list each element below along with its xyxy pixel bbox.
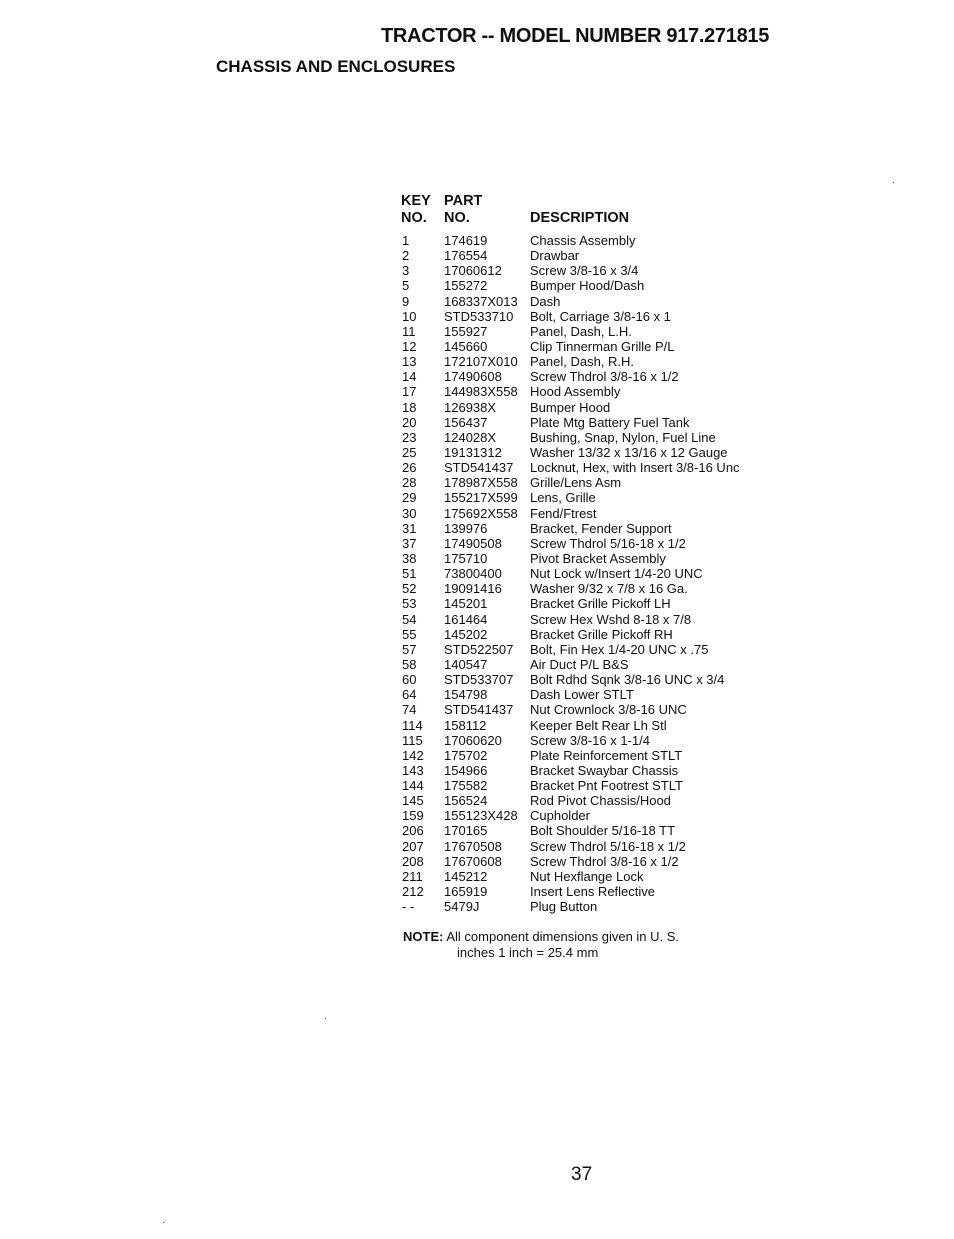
header-part-top: PART: [444, 193, 483, 209]
key-no: 144: [402, 778, 424, 794]
key-no: 37: [402, 535, 417, 551]
key-no: 20: [402, 414, 417, 430]
part-no: 17670608: [444, 853, 502, 869]
part-no: 126938X: [444, 399, 497, 415]
description: Bracket Swaybar Chassis: [530, 762, 679, 778]
part-no: 144983X558: [444, 384, 518, 400]
key-no: 28: [402, 475, 417, 491]
description: Washer 13/32 x 13/16 x 12 Gauge: [530, 444, 728, 460]
part-no: 155123X428: [444, 808, 518, 824]
table-row: [401, 733, 781, 748]
key-no: 9: [402, 293, 410, 309]
table-row: [401, 490, 781, 505]
description: Plug Button: [530, 899, 598, 915]
part-no: 19091416: [444, 581, 502, 597]
table-row: [401, 718, 781, 733]
key-no: 211: [402, 868, 423, 884]
table-row: [401, 793, 781, 808]
table-row: [401, 278, 781, 293]
table-row: [401, 808, 781, 823]
table-row: [401, 384, 781, 399]
description: Screw Thdrol 3/8-16 x 1/2: [530, 369, 679, 385]
key-no: 3: [402, 263, 410, 279]
description: Keeper Belt Rear Lh Stl: [530, 717, 667, 733]
table-row: [401, 657, 781, 672]
table-row: [401, 309, 781, 324]
description: Bushing, Snap, Nylon, Fuel Line: [530, 429, 716, 445]
table-header: [401, 193, 781, 233]
key-no: 1: [402, 233, 410, 248]
part-no: 5479J: [444, 899, 480, 915]
table-row: [401, 839, 781, 854]
part-no: 168337X013: [444, 293, 518, 309]
description: Grille/Lens Asm: [530, 475, 622, 491]
note-line2: inches 1 inch = 25.4 mm: [457, 945, 599, 960]
key-no: 207: [402, 838, 424, 854]
part-no: STD541437: [444, 460, 514, 476]
description: Bumper Hood/Dash: [530, 278, 645, 294]
key-no: 2: [402, 248, 410, 264]
table-row: [401, 566, 781, 581]
table-row: [401, 263, 781, 278]
table-row: [401, 248, 781, 263]
description: Screw Thdrol 5/16-18 x 1/2: [530, 838, 686, 854]
description: Bolt Shoulder 5/16-18 TT: [530, 823, 676, 839]
table-row: [401, 415, 781, 430]
key-no: 17: [402, 384, 417, 400]
description: Bolt, Fin Hex 1/4-20 UNC x .75: [530, 641, 709, 657]
part-no: 155927: [444, 323, 488, 339]
key-no: 31: [402, 520, 417, 536]
description: Air Duct P/L B&S: [530, 656, 629, 672]
key-no: 10: [402, 308, 417, 324]
part-no: 145212: [444, 868, 488, 884]
part-no: 161464: [444, 611, 488, 627]
part-no: 145201: [444, 596, 488, 612]
table-row: [401, 869, 781, 884]
part-no: 17490508: [444, 535, 502, 551]
part-no: 175582: [444, 778, 488, 794]
note-label: NOTE:: [403, 929, 444, 944]
table-row: [401, 536, 781, 551]
part-no: 175692X558: [444, 505, 518, 521]
description: Nut Crownlock 3/8-16 UNC: [530, 702, 687, 718]
table-row: [401, 627, 781, 642]
part-no: STD533707: [444, 672, 514, 688]
description: Hood Assembly: [530, 384, 621, 400]
key-no: 38: [402, 550, 417, 566]
key-no: 57: [402, 641, 417, 657]
key-no: 29: [402, 490, 417, 506]
description: Screw 3/8-16 x 1-1/4: [530, 732, 650, 748]
key-no: 64: [402, 687, 417, 703]
description: Drawbar: [530, 248, 580, 264]
key-no: 54: [402, 611, 417, 627]
table-body: [401, 233, 781, 914]
table-row: [401, 369, 781, 384]
scan-speck: [163, 1222, 164, 1223]
description: Washer 9/32 x 7/8 x 16 Ga.: [530, 581, 688, 597]
scan-speck: [325, 1018, 326, 1019]
key-no: 60: [402, 672, 417, 688]
key-no: 14: [402, 369, 417, 385]
description: Chassis Assembly: [530, 233, 636, 248]
part-no: 176554: [444, 248, 488, 264]
key-no: 58: [402, 656, 417, 672]
description: Nut Lock w/Insert 1/4-20 UNC: [530, 566, 703, 582]
description: Plate Reinforcement STLT: [530, 747, 683, 763]
table-row: [401, 324, 781, 339]
scan-speck: [893, 182, 894, 183]
part-no: 145202: [444, 626, 488, 642]
key-no: 26: [402, 460, 417, 476]
header-key-top: KEY: [401, 193, 431, 209]
part-no: 174619: [444, 233, 488, 248]
part-no: 17670508: [444, 838, 502, 854]
part-no: 145660: [444, 338, 488, 354]
description: Fend/Ftrest: [530, 505, 597, 521]
table-row: [401, 763, 781, 778]
part-no: 124028X: [444, 429, 497, 445]
description: Plate Mtg Battery Fuel Tank: [530, 414, 690, 430]
table-row: [401, 354, 781, 369]
table-row: [401, 581, 781, 596]
table-row: [401, 823, 781, 838]
table-row: [401, 596, 781, 611]
key-no: 145: [402, 793, 424, 809]
part-no: 17060612: [444, 263, 502, 279]
part-no: STD533710: [444, 308, 514, 324]
key-no: 55: [402, 626, 417, 642]
part-no: STD522507: [444, 641, 514, 657]
header-key-bottom: NO.: [401, 210, 427, 226]
part-no: 17060620: [444, 732, 502, 748]
key-no: 11: [402, 323, 416, 339]
key-no: 115: [402, 732, 423, 748]
part-no: 154966: [444, 762, 488, 778]
table-row: [401, 884, 781, 899]
description: Pivot Bracket Assembly: [530, 550, 666, 566]
description: Dash: [530, 293, 561, 309]
description: Clip Tinnerman Grille P/L: [530, 338, 675, 354]
description: Cupholder: [530, 808, 590, 824]
part-no: 165919: [444, 884, 488, 900]
table-row: [401, 400, 781, 415]
description: Screw 3/8-16 x 3/4: [530, 263, 639, 279]
key-no: 208: [402, 853, 424, 869]
table-row: [401, 612, 781, 627]
page-number: 37: [571, 1164, 593, 1185]
description: Bracket, Fender Support: [530, 520, 672, 536]
key-no: 30: [402, 505, 417, 521]
note-line1: All component dimensions given in U. S.: [446, 929, 680, 944]
table-row: [401, 233, 781, 248]
table-row: [401, 460, 781, 475]
key-no: 5: [402, 278, 410, 294]
part-no: 172107X010: [444, 354, 518, 370]
part-no: 140547: [444, 656, 488, 672]
key-no: 23: [402, 429, 417, 445]
table-row: [401, 702, 781, 717]
key-no: 53: [402, 596, 417, 612]
part-no: STD541437: [444, 702, 514, 718]
key-no: 143: [402, 762, 424, 778]
table-row: [401, 551, 781, 566]
part-no: 155217X599: [444, 490, 518, 506]
description: Locknut, Hex, with Insert 3/8-16 Unc: [530, 460, 740, 476]
table-row: [401, 506, 781, 521]
part-no: 156437: [444, 414, 488, 430]
description: Bracket Grille Pickoff RH: [530, 626, 673, 642]
part-no: 156524: [444, 793, 488, 809]
key-no: 18: [402, 399, 417, 415]
table-row: [401, 854, 781, 869]
part-no: 158112: [444, 717, 487, 733]
description: Bumper Hood: [530, 399, 611, 415]
key-no: 142: [402, 747, 424, 763]
header-description: DESCRIPTION: [530, 210, 630, 226]
part-no: 170165: [444, 823, 488, 839]
table-row: [401, 687, 781, 702]
parts-table: [401, 193, 781, 914]
table-row: [401, 339, 781, 354]
key-no: 52: [402, 581, 417, 597]
description: Bracket Grille Pickoff LH: [530, 596, 671, 612]
table-row: [401, 294, 781, 309]
description: Dash Lower STLT: [530, 687, 634, 703]
key-no: - -: [402, 899, 415, 915]
table-row: [401, 521, 781, 536]
part-no: 175702: [444, 747, 488, 763]
section-title: CHASSIS AND ENCLOSURES: [216, 57, 456, 76]
description: Screw Hex Wshd 8-18 x 7/8: [530, 611, 692, 627]
part-no: 178987X558: [444, 475, 518, 491]
part-no: 17490608: [444, 369, 502, 385]
description: Panel, Dash, R.H.: [530, 354, 635, 370]
table-row: [401, 899, 781, 914]
table-row: [401, 778, 781, 793]
description: Bracket Pnt Footrest STLT: [530, 778, 683, 794]
part-no: 154798: [444, 687, 488, 703]
description: Panel, Dash, L.H.: [530, 323, 632, 339]
key-no: 114: [402, 717, 423, 733]
description: Screw Thdrol 3/8-16 x 1/2: [530, 853, 679, 869]
table-row: [401, 475, 781, 490]
table-row: [401, 430, 781, 445]
key-no: 51: [402, 566, 417, 582]
key-no: 12: [402, 338, 417, 354]
part-no: 139976: [444, 520, 488, 536]
key-no: 13: [402, 354, 417, 370]
page-title: TRACTOR -- MODEL NUMBER 917.271815: [381, 25, 770, 47]
key-no: 212: [402, 884, 424, 900]
table-row: [401, 748, 781, 763]
table-row: [401, 445, 781, 460]
key-no: 159: [402, 808, 424, 824]
part-no: 175710: [444, 550, 488, 566]
description: Lens, Grille: [530, 490, 596, 506]
description: Nut Hexflange Lock: [530, 868, 644, 884]
header-part-bottom: NO.: [444, 210, 470, 226]
table-row: [401, 642, 781, 657]
description: Bolt Rdhd Sqnk 3/8-16 UNC x 3/4: [530, 672, 725, 688]
description: Rod Pivot Chassis/Hood: [530, 793, 671, 809]
note: [403, 929, 679, 961]
part-no: 73800400: [444, 566, 502, 582]
key-no: 206: [402, 823, 424, 839]
key-no: 74: [402, 702, 417, 718]
description: Screw Thdrol 5/16-18 x 1/2: [530, 535, 686, 551]
part-no: 19131312: [444, 444, 502, 460]
part-no: 155272: [444, 278, 488, 294]
key-no: 25: [402, 444, 417, 460]
description: Bolt, Carriage 3/8-16 x 1: [530, 308, 671, 324]
table-row: [401, 672, 781, 687]
description: Insert Lens Reflective: [530, 884, 656, 900]
